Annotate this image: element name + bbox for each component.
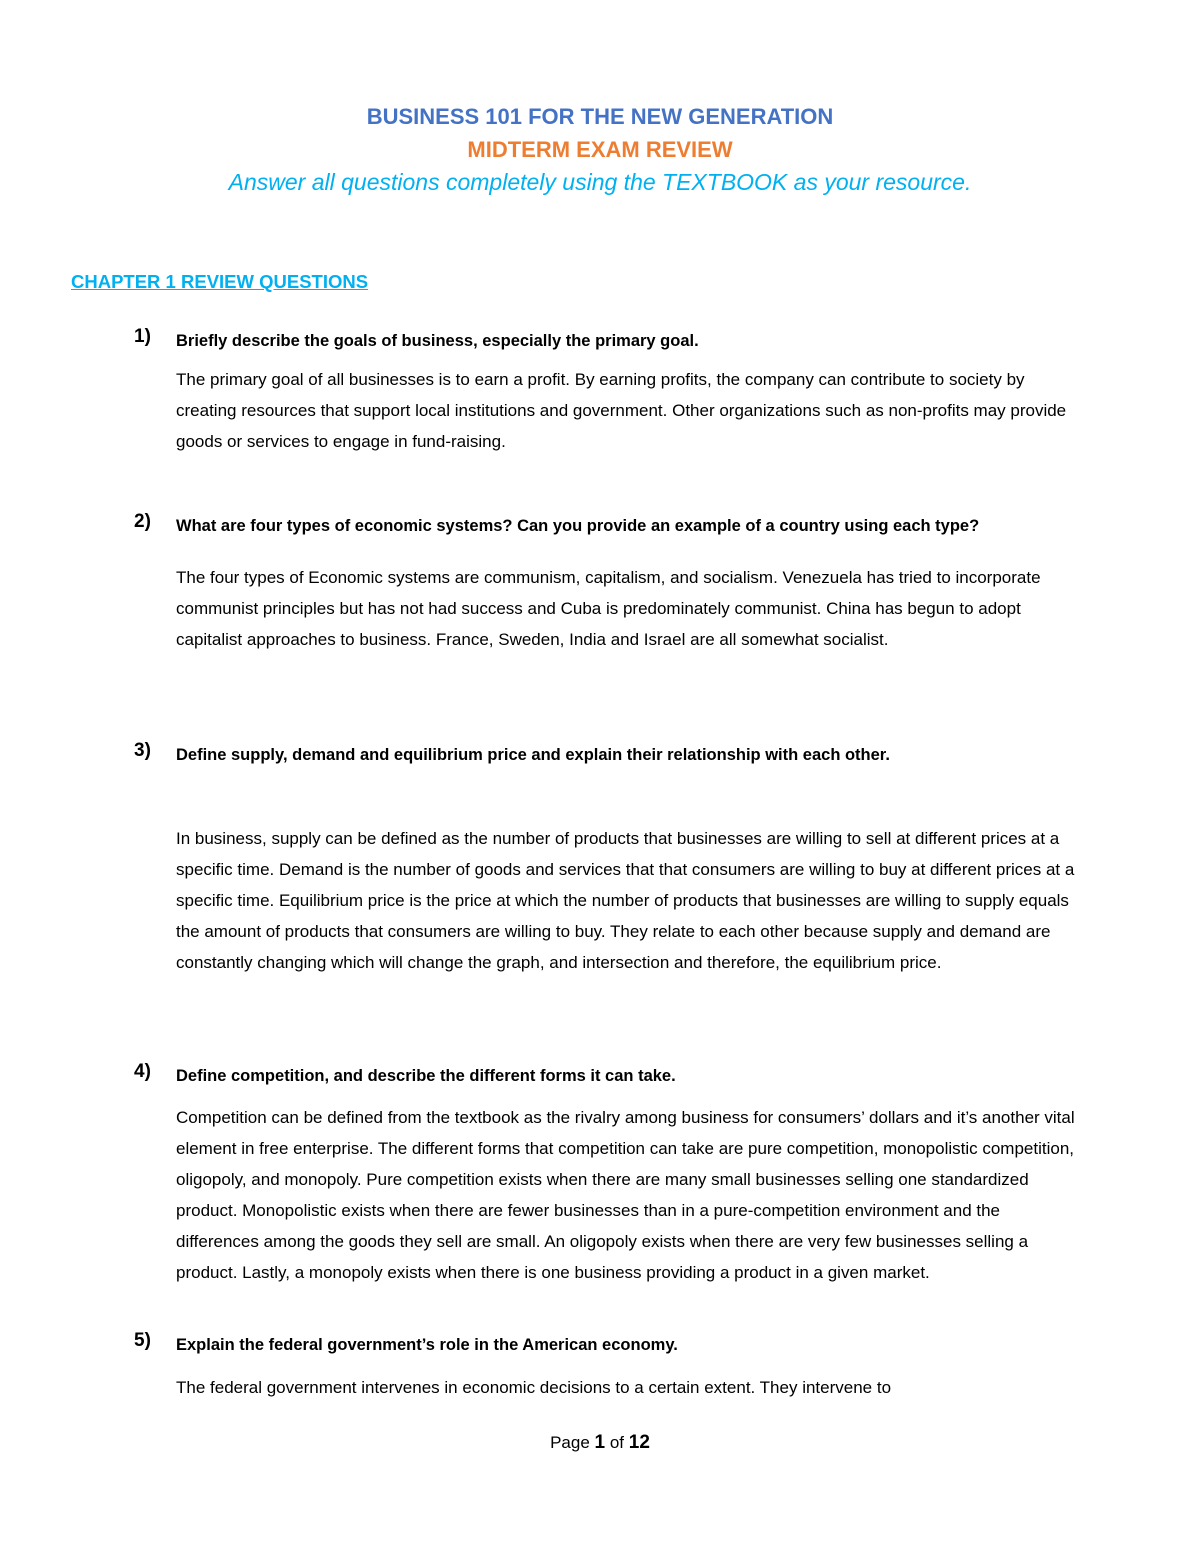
answer-2: The four types of Economic systems are communism, capitalism, and socialism. Venezuela has tried to incorporate communist principles but has not had success and Cuba is predominately communist. China has begun to adopt capitalist approaches to business. France, Sweden, India and Israel are all somewhat socialist. [176,568,1041,649]
total-pages-number: 12 [628,1432,650,1453]
question-text: Explain the federal government’s role in the American economy. [176,1336,678,1354]
document-title: BUSINESS 101 FOR THE NEW GENERATION [366,104,834,129]
page-label: Page [550,1433,590,1452]
of-label: of [609,1433,625,1452]
question-number: 1) [134,326,151,347]
page-footer [0,1432,1200,1454]
instructions-text: Answer all questions completely using the TEXTBOOK as your resource. [228,169,972,195]
question-number: 2) [134,511,151,532]
answer-3: In business, supply can be defined as the number of products that businesses are willing to sell at different prices at a specific time. Demand is the number of goods and services that that consumers are willing to buy at different prices at a specific time. Equilibrium price is the price at which the number of products that businesses are willing to supply equals the amount of products that consumers are willing to buy. They relate to each other because supply and demand are constantly changing which will change the graph, and intersection and therefore, the equilibrium price. [176,829,1075,972]
current-page-number: 1 [594,1432,606,1453]
answer-1: The primary goal of all businesses is to earn a profit. By earning profits, the company can contribute to society by creating resources that support local institutions and government. Other organizations such as non-profits may provide goods or services to engage in fund-raising. [176,370,1067,451]
question-number: 4) [134,1061,151,1082]
answer-5: The federal government intervenes in economic decisions to a certain extent. They intervene to [176,1378,892,1397]
question-text: Define competition, and describe the different forms it can take. [176,1067,676,1085]
question-number: 5) [134,1330,151,1351]
question-text: Define supply, demand and equilibrium price and explain their relationship with each other. [176,746,890,764]
chapter-heading: CHAPTER 1 REVIEW QUESTIONS [71,271,369,292]
question-text: What are four types of economic systems? Can you provide an example of a country using each type? [176,517,980,535]
question-number: 3) [134,740,151,761]
answer-4: Competition can be defined from the textbook as the rivalry among business for consumers’ dollars and it’s another vital element in free enterprise. The different forms that competition can take are pure competition, monopolistic competition, oligopoly, and monopoly. Pure competition exists when there are many small businesses selling one standardized product. Monopolistic exists when there are fewer businesses than in a pure-competition environment and the differences among the goods they sell are small. An oligopoly exists when there are very few businesses selling a product. Lastly, a monopoly exists when there is one business providing a product in a given market. [176,1108,1075,1282]
document-subtitle: MIDTERM EXAM REVIEW [467,137,733,162]
question-text: Briefly describe the goals of business, especially the primary goal. [176,332,699,350]
